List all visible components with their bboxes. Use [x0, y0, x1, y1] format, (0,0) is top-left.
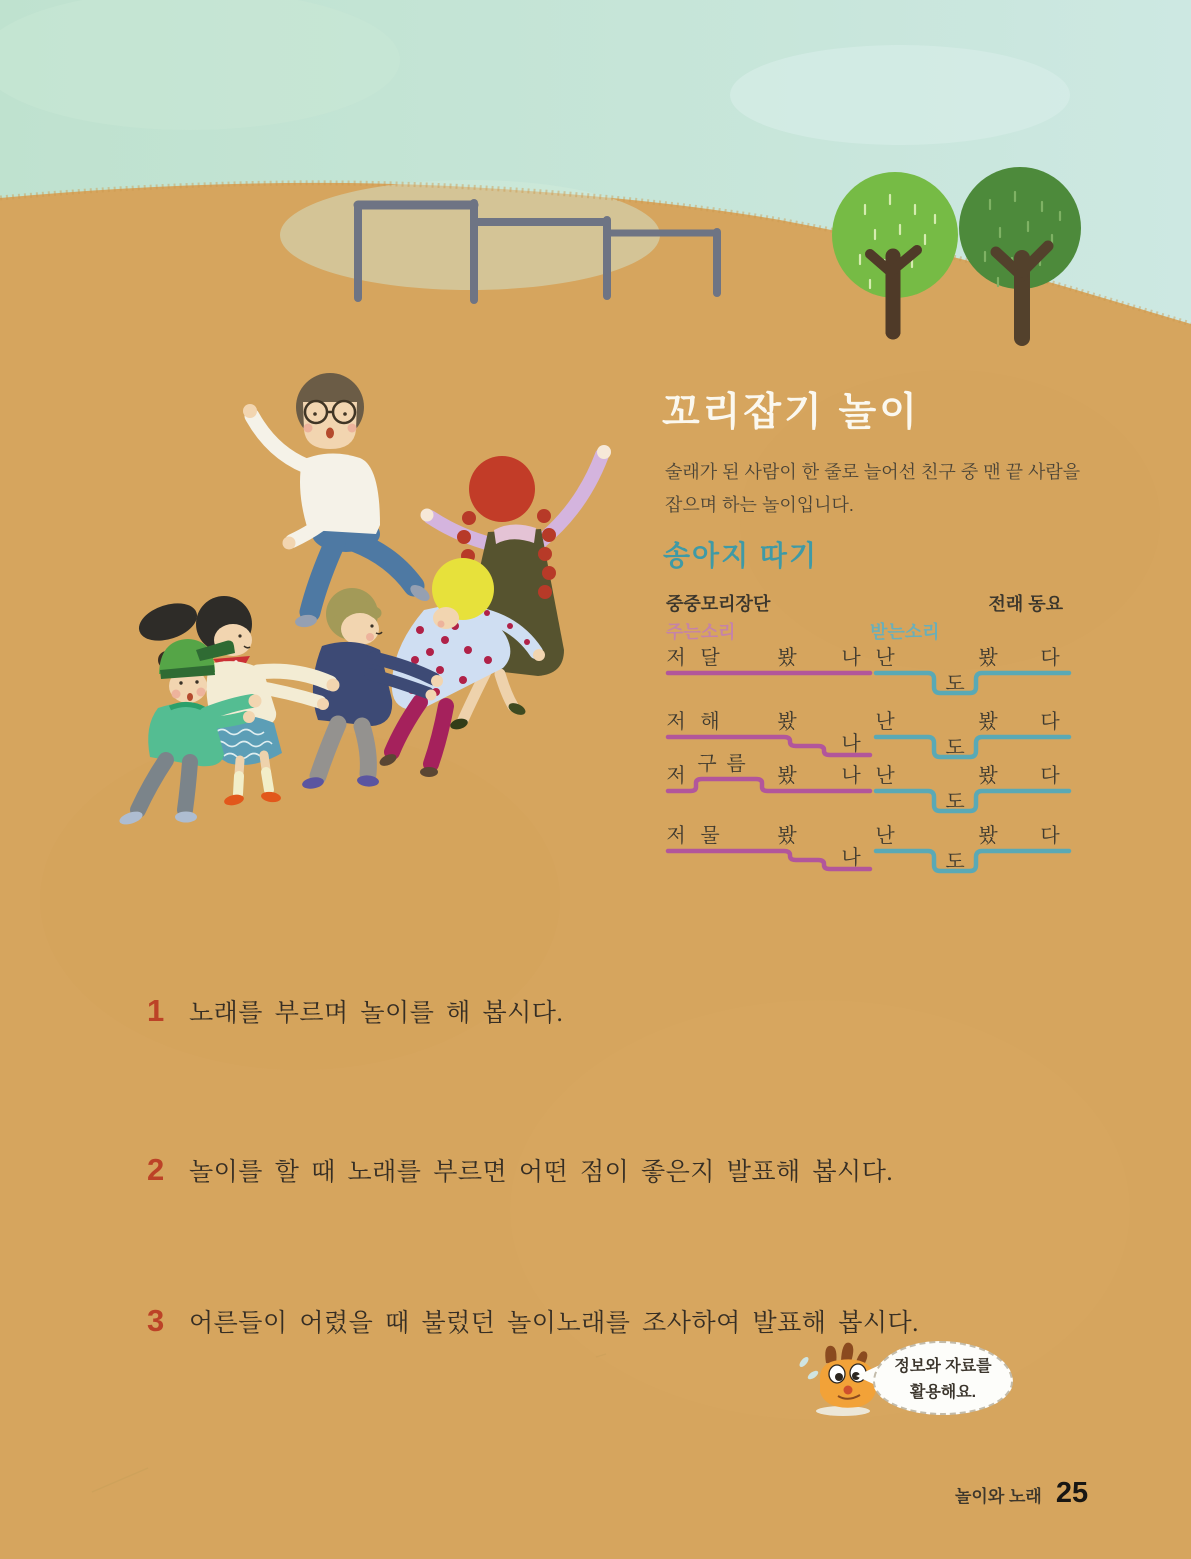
tree-dark — [959, 167, 1081, 338]
give-voice-label: 주는소리 — [666, 622, 736, 642]
lyric-syllable: 해 — [700, 711, 720, 733]
description-line: 잡으며 하는 놀이입니다. — [665, 495, 854, 515]
genre-label: 전래 동요 — [988, 594, 1063, 614]
question-3 — [147, 1303, 919, 1339]
tree-light — [832, 172, 958, 332]
question-2 — [147, 1152, 893, 1188]
give-melody-line-3 — [668, 779, 870, 791]
lyric-syllable: 봤 — [978, 765, 998, 787]
cloud — [730, 45, 1070, 145]
bubble-text-line: 정보와 자료를 — [894, 1358, 992, 1375]
lyric-syllable: 물 — [700, 825, 720, 847]
give-melody-line-4 — [668, 851, 870, 869]
lyric-syllable: 봤 — [777, 765, 797, 787]
question-number: 3 — [147, 1303, 165, 1338]
question-text: 노래를 부르며 놀이를 해 봅시다. — [189, 1000, 564, 1027]
lyric-syllable: 저 — [666, 765, 686, 787]
page-title: 꼬리잡기 놀이 — [662, 391, 920, 434]
mouth — [326, 428, 334, 439]
lyric-syllable: 나 — [841, 647, 861, 669]
lyric-syllable: 난 — [875, 765, 895, 787]
question-number: 1 — [147, 993, 165, 1028]
lyric-syllable: 난 — [875, 711, 895, 733]
lyric-syllable: 도 — [945, 737, 965, 759]
description-line: 술래가 된 사람이 한 줄로 늘어선 친구 중 맨 끝 사람을 — [665, 462, 1081, 482]
receive-melody-line-4 — [876, 851, 1069, 871]
lyric-syllable: 봤 — [777, 647, 797, 669]
lyric-syllable: 다 — [1040, 711, 1060, 733]
pencil-scratch — [92, 1468, 148, 1492]
lyric-syllable: 난 — [875, 825, 895, 847]
lyric-syllable: 저 — [666, 711, 686, 733]
question-text: 어른들이 어렸을 때 불렀던 놀이노래를 조사하여 발표해 봅시다. — [189, 1310, 919, 1337]
bubble-text-line: 활용해요. — [909, 1384, 977, 1401]
lyric-syllable: 도 — [945, 851, 965, 873]
lyric-syllable: 저 — [666, 647, 686, 669]
figure-boy-glasses — [243, 373, 432, 628]
question-text: 놀이를 할 때 노래를 부르면 어떤 점이 좋은지 발표해 봅시다. — [189, 1159, 894, 1186]
lyric-syllable: 다 — [1040, 765, 1060, 787]
music-notation — [664, 646, 1075, 886]
lyric-syllable: 봤 — [777, 711, 797, 733]
children-illustration — [118, 373, 611, 827]
red-hair-bun — [469, 456, 535, 522]
footer-page-number: 25 — [1055, 1477, 1089, 1509]
voice-labels — [666, 618, 1063, 644]
page-footer — [955, 1477, 1088, 1510]
lyric-syllable: 난 — [875, 647, 895, 669]
song-meta-row — [666, 590, 1063, 616]
lyric-syllable: 다 — [1040, 647, 1060, 669]
shoe — [420, 767, 438, 777]
mascot-body — [820, 1359, 877, 1407]
lyric-syllable: 나 — [841, 733, 861, 755]
lyric-syllable: 봤 — [978, 647, 998, 669]
lyric-syllable: 봤 — [777, 825, 797, 847]
rhythm-label: 중중모리장단 — [666, 594, 771, 614]
lyric-syllable: 도 — [945, 791, 965, 813]
receive-melody-line-3 — [876, 791, 1069, 811]
lyric-syllable: 름 — [726, 753, 746, 775]
song-title: 송아지 따기 — [663, 540, 819, 571]
lyric-syllable: 봤 — [978, 825, 998, 847]
lyric-syllable: 나 — [841, 765, 861, 787]
magenta-pants — [392, 702, 420, 752]
face — [341, 613, 379, 645]
receive-melody-line-2 — [876, 737, 1069, 757]
game-description — [665, 456, 1095, 522]
face — [433, 607, 459, 629]
receive-voice-label: 받는소리 — [870, 622, 940, 642]
sock — [238, 776, 239, 794]
receive-melody-line-1 — [876, 673, 1069, 693]
lyric-syllable: 저 — [666, 825, 686, 847]
mouth — [187, 693, 193, 701]
footer-section-label: 놀이와 노래 — [955, 1487, 1042, 1506]
lyric-syllable: 구 — [697, 753, 717, 775]
lyric-syllable: 달 — [700, 647, 720, 669]
lyric-syllable: 도 — [945, 673, 965, 695]
sock — [266, 772, 269, 790]
shoe — [175, 812, 197, 823]
lyric-syllable: 다 — [1040, 825, 1060, 847]
question-number: 2 — [147, 1152, 165, 1187]
raised-arm — [252, 416, 306, 466]
lyric-syllable: 나 — [841, 847, 861, 869]
mascot-nose — [844, 1386, 853, 1395]
question-1 — [147, 993, 563, 1029]
lyric-syllable: 봤 — [978, 711, 998, 733]
